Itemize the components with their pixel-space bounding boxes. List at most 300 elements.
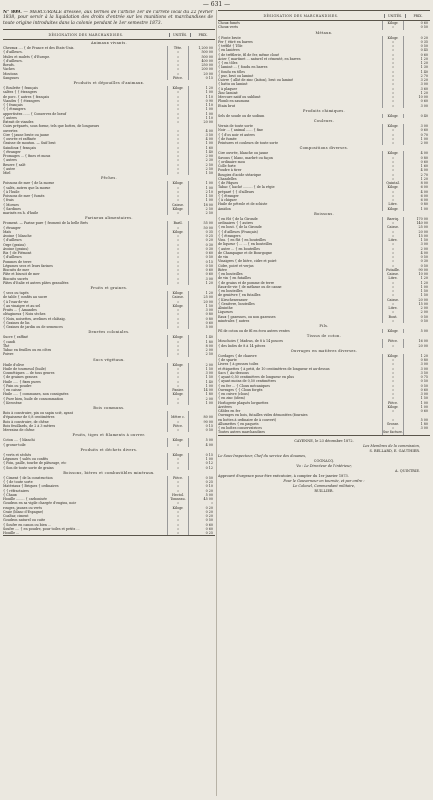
unit-cell: » [167, 531, 188, 535]
unit-cell: » [167, 226, 188, 230]
unit-cell: Kilogr. [167, 181, 188, 185]
unit-cell: » [167, 133, 188, 137]
price-cell: 2 00 [403, 310, 430, 314]
designation-cell: Bœufs. [3, 63, 15, 68]
unit-cell: » [167, 112, 188, 116]
designation-cell: Poudre à tirer [218, 168, 242, 173]
designation-cell: { en lanières [218, 48, 240, 53]
price-cell: 4 00 [188, 129, 215, 133]
designation-cell: { verts et séchés [3, 452, 32, 457]
designation-cell: { en fût { de la Gironde [218, 216, 258, 221]
unit-cell: Kilogr. [382, 114, 403, 118]
seen-name: A. QUINTRIE. [394, 468, 420, 473]
price-cell: 3 00 [403, 104, 430, 108]
unit-cell: » [167, 234, 188, 238]
designation-cell: Huile de tournesol (huile) [3, 366, 46, 371]
designation-cell: { { étrangers [3, 107, 26, 112]
price-cell: 3 00 [403, 124, 430, 128]
designation-cell: Peintures et couleurs de toute sorte [218, 141, 279, 145]
price-cell: 1 20 [403, 354, 430, 358]
unit-cell: Kilogr. [382, 124, 403, 128]
designation-cell: Froment. — Farine pure { froment de la belle Brés [3, 221, 88, 226]
unit-cell: Kilogr. [167, 304, 188, 308]
price-cell: 0 50 [403, 255, 430, 259]
designation-cell: { en boîtes conservatrices [218, 426, 262, 430]
designation-cell: Légumes secs et leurs farines [3, 263, 53, 268]
price-cell: 1 00 [188, 107, 215, 111]
unit-cell: » [382, 133, 403, 137]
unit-cell: » [382, 173, 403, 177]
price-cell: 14 00 [188, 388, 215, 392]
unit-cell: » [167, 63, 188, 67]
designation-cell: Merrains de chêne [3, 428, 35, 433]
price-cell: 400 00 [188, 59, 215, 63]
price-cell: 4 00 [403, 251, 430, 255]
unit-cell: » [382, 302, 403, 306]
designation-cell: Allumettes { en paquets [218, 421, 259, 426]
designation-cell: Viandes { { étrangers [3, 98, 40, 103]
unit-cell: Kilogr. [382, 151, 403, 155]
price-cell: 2 00 [188, 154, 215, 158]
designation-cell: { Noix, noisettes, avelines et châtaig. [3, 316, 66, 321]
designation-cell: { Genièvre, bouteilles [218, 301, 255, 306]
price-cell: 1 00 [188, 141, 215, 145]
price-cell: 3 00 [403, 426, 430, 430]
price-cell: 0 60 [188, 321, 215, 325]
price-cell: 1 30 [403, 65, 430, 69]
unit-cell: » [382, 137, 403, 141]
price-cell: 3 20 [403, 78, 430, 82]
designation-cell: Acier { martinet ... naturel et cémenté, en barres [218, 56, 301, 61]
designation-cell: Huile d'olive [3, 362, 25, 367]
designation-cell: { de sparte [218, 358, 237, 362]
price-cell: 55 00 [188, 221, 215, 225]
designation-cell: { Pure bien, huile de consommation [3, 396, 64, 401]
unit-cell: » [167, 238, 188, 242]
price-cell: 1 50 [403, 293, 430, 297]
unit-cell: Caisse. [382, 298, 403, 302]
price-cell: 0 12 [188, 461, 215, 465]
designation-cell: ouvertes [3, 128, 18, 133]
designation-cell: { ayant moins de 0,50 centimètres [218, 379, 276, 384]
designation-cell: { d'ailleurs. [3, 58, 23, 63]
designation-cell: Cuivre { allié de zinc (laiton), brut ou laminé [218, 78, 294, 82]
unit-cell: » [167, 300, 188, 304]
designation-cell: { { de toute sorte [3, 480, 33, 485]
designation-cell: { frais [3, 198, 14, 203]
unit-cell: » [167, 103, 188, 107]
unit-cell: » [167, 401, 188, 405]
section-heading: Sucs végétaux. [93, 357, 125, 362]
unit-cell: Kilogr. [167, 506, 188, 510]
right-table-body [218, 21, 430, 436]
price-cell: 15 00 [403, 234, 430, 238]
price-cell: 2 00 [403, 247, 430, 251]
inspector-label: Le Sous-Inspecteur, Chef du service des douanes, [218, 453, 307, 458]
price-cell: 170 00 [403, 217, 430, 221]
price-cell: 1 20 [403, 57, 430, 61]
price-cell: 0 60 [403, 99, 430, 103]
table-row [3, 531, 215, 535]
commission-label: Les Membres de la commission, [363, 443, 420, 448]
unit-cell: » [382, 48, 403, 52]
designation-cell: Chandelles [218, 176, 237, 181]
designation-cell: { Foin, paille, tourbe de pâturage, etc [3, 461, 67, 466]
unit-cell: Kilogr. [167, 392, 188, 396]
price-cell: 0 50 [188, 518, 215, 522]
price-cell: 1 50 [403, 289, 430, 293]
price-cell: 1 00 [188, 181, 215, 185]
designation-cell: { Chaux [3, 492, 17, 497]
unit-cell: » [167, 59, 188, 63]
designation-cell: Fruits ... { Amandes [3, 308, 37, 313]
designation-cell: Amidon [218, 206, 231, 211]
unit-cell: Bout. [382, 315, 403, 319]
designation-cell: { de graines grasses [3, 375, 38, 380]
designation-cell: { candi [3, 339, 16, 344]
unit-cell: » [167, 527, 188, 531]
price-cell: 45 00 [188, 497, 215, 501]
designation-cell: Extrait de viandes [3, 120, 34, 125]
signature-block [218, 439, 430, 494]
designation-cell: Mouchoirs { Madras, de 8 à 14 pouces [218, 339, 283, 344]
unit-cell: » [167, 95, 188, 99]
price-cell: 10 00 [403, 272, 430, 276]
designation-cell: Soufre .... { en poudre, pour toiles et petits ... [3, 526, 80, 531]
unit-cell: Kilogr. [167, 363, 188, 367]
price-cell: 1 40 [403, 70, 430, 74]
unit-cell: » [167, 420, 188, 424]
unit-cell: » [382, 285, 403, 289]
unit-cell: » [382, 426, 403, 430]
designation-cell: { autre ... { en bouteilles [218, 246, 260, 251]
unit-cell: » [167, 348, 188, 352]
price-cell: 0 20 [188, 506, 215, 510]
designation-cell: Coton .... { blanchi [3, 438, 35, 443]
unit-cell: » [167, 523, 188, 527]
price-cell: 1 10 [188, 95, 215, 99]
price-cell: 2 50 [188, 167, 215, 171]
unit-cell: » [382, 230, 403, 234]
designation-cell: { laminé ... { fondu en barres [218, 65, 268, 70]
designation-cell: de vin [218, 255, 229, 259]
price-cell: 1 00 [188, 90, 215, 94]
unit-cell: » [167, 141, 188, 145]
unit-cell: Kilogr. [382, 21, 403, 25]
designation-cell: Chevaux .... { de France et des États-Unis. [3, 46, 75, 51]
section-heading: Compositions diverses. [299, 146, 349, 151]
unit-cell: Kilogr. [382, 329, 403, 333]
unit-cell: » [382, 87, 403, 91]
unit-cell: » [167, 380, 188, 384]
section-heading: Boissons, bières et combustibles minéraux. [63, 470, 155, 475]
designation-cell: Choux fumés [218, 21, 240, 25]
unit-cell: » [167, 264, 188, 268]
designation-cell: { en caisse [3, 388, 22, 393]
unit-cell: » [382, 74, 403, 78]
unit-cell: Kilogr. [167, 86, 188, 90]
price-cell: 1 20 [188, 281, 215, 285]
unit-cell: » [167, 281, 188, 285]
unit-cell: » [167, 194, 188, 198]
price-cell: 0 60 [188, 523, 215, 527]
designation-cell: { au vinaigre et au sel [3, 303, 41, 308]
price-cell: 2 00 [188, 363, 215, 367]
designation-cell: rouges, jaunes ou verts [3, 505, 43, 510]
unit-cell: » [167, 146, 188, 150]
unit-cell: Kilogr. [382, 36, 403, 40]
price-cell: 2 30 [188, 158, 215, 162]
unit-cell: Pièce. [167, 476, 188, 480]
price-cell: 0 25 [188, 480, 215, 484]
price-cell: 3 50 [403, 371, 430, 375]
price-cell: 1,200 00 [188, 46, 215, 50]
unit-cell: Kilogr. [382, 207, 403, 211]
price-cell: 1 00 [188, 198, 215, 202]
price-cell: 0 20 [188, 510, 215, 514]
unit-cell: » [167, 198, 188, 202]
designation-cell: Houille ... [3, 531, 20, 536]
price-cell: 0 60 [188, 251, 215, 255]
price-cell: 6 00 [403, 185, 430, 189]
unit-cell: » [382, 319, 403, 323]
price-cell: 3 50 [188, 133, 215, 137]
designation-cell: Eaux { gazeuses, ou non gazeuses [218, 314, 276, 319]
price-cell: 0 50 [403, 264, 430, 268]
place-date: CAYENNE, le 23 décembre 1872. [294, 438, 354, 443]
designation-cell: Zinc laminé [218, 90, 238, 95]
unit-cell: Kilogr. [382, 354, 403, 358]
unit-cell: » [167, 352, 188, 356]
unit-cell: » [167, 466, 188, 470]
price-cell: 2 50 [188, 163, 215, 167]
unit-cell: Kilogr. [167, 230, 188, 234]
price-cell: 4 00 [188, 137, 215, 141]
unit-cell: » [167, 50, 188, 54]
designation-cell: Moutons [3, 71, 18, 76]
designation-cell: Huile ..... { fixes pures [3, 379, 41, 384]
price-cell: 2 70 [403, 173, 430, 177]
unit-cell: » [167, 150, 188, 154]
section-heading: Pêches. [101, 176, 117, 181]
unit-cell: Caisse. [167, 203, 188, 207]
price-cell: 0 50 [188, 255, 215, 259]
decree-header [3, 10, 215, 26]
designation-cell: Mercure natif ou sublimé [218, 95, 261, 99]
designation-cell: Fil de coton ou de fil en écru autres ventes [218, 329, 290, 333]
designation-cell: de genièvre { en futailles [218, 293, 261, 298]
price-cell: 1 20 [403, 91, 430, 95]
price-cell: 0 15 [188, 424, 215, 428]
price-cell: 6 00 [403, 194, 430, 198]
designation-cell: Pâtes d'Italie et autres pâtes granulées [3, 280, 69, 285]
unit-cell: » [382, 78, 403, 82]
price-cell: 500 00 [188, 50, 215, 54]
designation-cell: Livres { à grosses toiles [218, 362, 259, 367]
designation-cell: Tabac { haché ......... { de la régie [218, 185, 275, 190]
price-cell: 1 10 [188, 103, 215, 107]
header-designation: DÉSIGNATION DES MARCHANDISES. [48, 32, 124, 37]
price-cell: 0 75 [403, 375, 430, 379]
section-heading: Produits chimiques. [303, 108, 345, 113]
price-cell: » [188, 501, 215, 505]
designation-cell: Beurre { salé [3, 162, 26, 167]
price-cell: 2 10 [188, 190, 215, 194]
price-cell: 10 00 [403, 95, 430, 99]
designation-cell: Poissons de mer { de la morue [3, 181, 55, 186]
designation-cell: Vernis de toute sorte [218, 124, 253, 128]
designation-cell: { autre [3, 166, 16, 171]
section-heading: Fruits, tiges et filaments à ouvrer. [72, 433, 146, 438]
unit-cell: Baril. [167, 221, 188, 225]
designation-cell: Choux verts [218, 25, 239, 30]
designation-cell: { en fer ... { Cloux mécaniques [218, 383, 270, 388]
unit-cell: » [167, 137, 188, 141]
governor-title: Le Colonel, Commandant militaire, [292, 483, 356, 488]
unit-cell: » [382, 418, 403, 422]
designation-cell: Pâte et biscuit de mer [3, 272, 40, 277]
unit-cell: » [167, 317, 188, 321]
designation-cell: { Fonte brute [218, 35, 241, 40]
price-cell: 5 00 [403, 329, 430, 333]
designation-cell: { { réfractaires [3, 488, 29, 493]
unit-cell: » [167, 268, 188, 272]
designation-cell: { Boulette { français [3, 86, 38, 91]
designation-cell: Plomb en saumons [218, 99, 250, 104]
unit-cell: » [167, 260, 188, 264]
governor-label: Pour le Gouverneur en tournée, et par ordre : [283, 478, 365, 483]
designation-cell: Horlogerie plaqués lorgnettes [218, 400, 269, 405]
price-cell: 1 40 [188, 150, 215, 154]
designation-cell: Houille ........ { carbonisée [3, 497, 47, 502]
price-cell: 1 20 [403, 281, 430, 285]
unit-cell: Barriq. [382, 217, 403, 221]
designation-cell: Biscuits sucrés [3, 276, 29, 281]
designation-cell: Huile ..... { communes, non consignées [3, 392, 69, 397]
designation-cell: { de Pâques [218, 181, 239, 185]
designation-cell: de Champagne et de Bourgogne [218, 250, 272, 255]
price-cell: 6 00 [403, 198, 430, 202]
price-cell: 0 15 [188, 76, 215, 80]
unit-cell: » [167, 484, 188, 488]
unit-cell: » [382, 57, 403, 61]
unit-cell: Kilogr. [167, 291, 188, 295]
designation-cell: de porc. { autres { français [3, 94, 50, 99]
price-cell: 0 15 [188, 260, 215, 264]
unit-cell: » [382, 65, 403, 69]
unit-cell: » [382, 177, 403, 181]
designation-cell: Riz { de Piémont [3, 251, 32, 256]
designation-cell: de vin { en futailles [218, 276, 251, 281]
decree-number: N° 809. [3, 10, 22, 15]
price-cell: 0 80 [188, 317, 215, 321]
designation-cell: Bière [218, 267, 227, 272]
designation-cell: Cire ouvrée, blanche ou jaune [218, 151, 269, 156]
price-cell: 2 50 [188, 207, 215, 211]
designation-cell: { { d'os noir et autres [218, 132, 255, 137]
unit-cell: » [382, 95, 403, 99]
price-cell: 4 00 [403, 168, 430, 172]
price-cell: 2 00 [188, 348, 215, 352]
section-heading: Produits et dépouilles d'animaux. [73, 81, 145, 86]
price-cell: 0 80 [403, 202, 430, 206]
unit-cell: » [382, 344, 403, 348]
unit-cell: » [382, 255, 403, 259]
unit-cell: » [167, 171, 188, 175]
unit-cell: Litre. [382, 276, 403, 280]
designation-cell: { d'ailleurs [3, 255, 22, 260]
price-cell: 0 60 [403, 160, 430, 164]
price-cell: 0 35 [188, 230, 215, 234]
designation-cell: Tabac en feuilles ou en côtes [3, 348, 52, 353]
table-row [218, 25, 430, 29]
unit-cell: Futaille. [382, 268, 403, 272]
unit-cell: Kilogr. [167, 335, 188, 339]
section-heading: Animaux vivants. [91, 41, 127, 46]
designation-cell: Pommes de terre [3, 259, 32, 264]
price-cell: 25 00 [403, 225, 430, 229]
designation-cell: salées { { étrangers [3, 90, 37, 95]
header-price: PRIX. [190, 33, 215, 37]
designation-cell: { d'ailleurs. [3, 50, 23, 55]
unit-cell: Pièce. [167, 424, 188, 428]
unit-cell: » [382, 164, 403, 168]
price-cell: 1 20 [403, 276, 430, 280]
section-heading: Denrées coloniales. [88, 330, 130, 335]
section-heading: Tissus de coton. [306, 334, 342, 339]
designation-cell: Sels de soude ou de sodium [218, 113, 265, 118]
designation-cell: Avoine { blanche [3, 234, 32, 239]
designation-cell: de table { confits au sucre [3, 295, 48, 300]
price-cell: 0 50 [403, 315, 430, 319]
designation-cell: { salés, autres que la morue [3, 185, 51, 190]
designation-cell: { fondu en tôles [218, 69, 245, 74]
designation-cell: { { d'ailleurs (Français) [218, 229, 258, 234]
unit-cell: » [167, 510, 188, 514]
price-cell: 0 50 [188, 264, 215, 268]
designation-cell: oléagineux { Noix sèches [3, 312, 46, 317]
unit-cell: » [382, 384, 403, 388]
unit-cell: » [382, 379, 403, 383]
price-cell: 1 40 [188, 335, 215, 339]
designation-cell: { en bout. { de la Gironde [218, 225, 262, 230]
unit-cell: » [382, 141, 403, 145]
price-cell: 0 60 [188, 272, 215, 276]
price-cell: 2 50 [188, 211, 215, 215]
unit-cell: » [382, 375, 403, 379]
price-cell: 1 00 [188, 112, 215, 116]
unit-cell: » [167, 186, 188, 190]
designation-cell: Cire { jaune brute ou jaune [3, 132, 50, 137]
unit-cell: » [382, 247, 403, 251]
price-cell: 3 00 [403, 242, 430, 246]
price-cell: 1 50 [188, 375, 215, 379]
designation-cell: Cordages { de chanvre [218, 353, 257, 358]
price-cell: 0 30 [403, 259, 430, 263]
designation-cell: Fer { étiré en barres [218, 39, 253, 44]
unit-cell: » [167, 340, 188, 344]
designation-cell: { en cuivre (clous) [218, 392, 250, 396]
designation-cell: Coaltar, ciment [3, 514, 29, 519]
designation-cell: { Ciment { de la construction [3, 475, 53, 480]
price-cell: 90 00 [403, 268, 430, 272]
designation-cell: Bougies d'acide stéarique [218, 172, 262, 177]
unit-cell: » [167, 90, 188, 94]
unit-cell: » [382, 168, 403, 172]
unit-cell: » [167, 251, 188, 255]
price-cell: 0 90 [188, 99, 215, 103]
unit-cell: Pièce. [382, 339, 403, 343]
